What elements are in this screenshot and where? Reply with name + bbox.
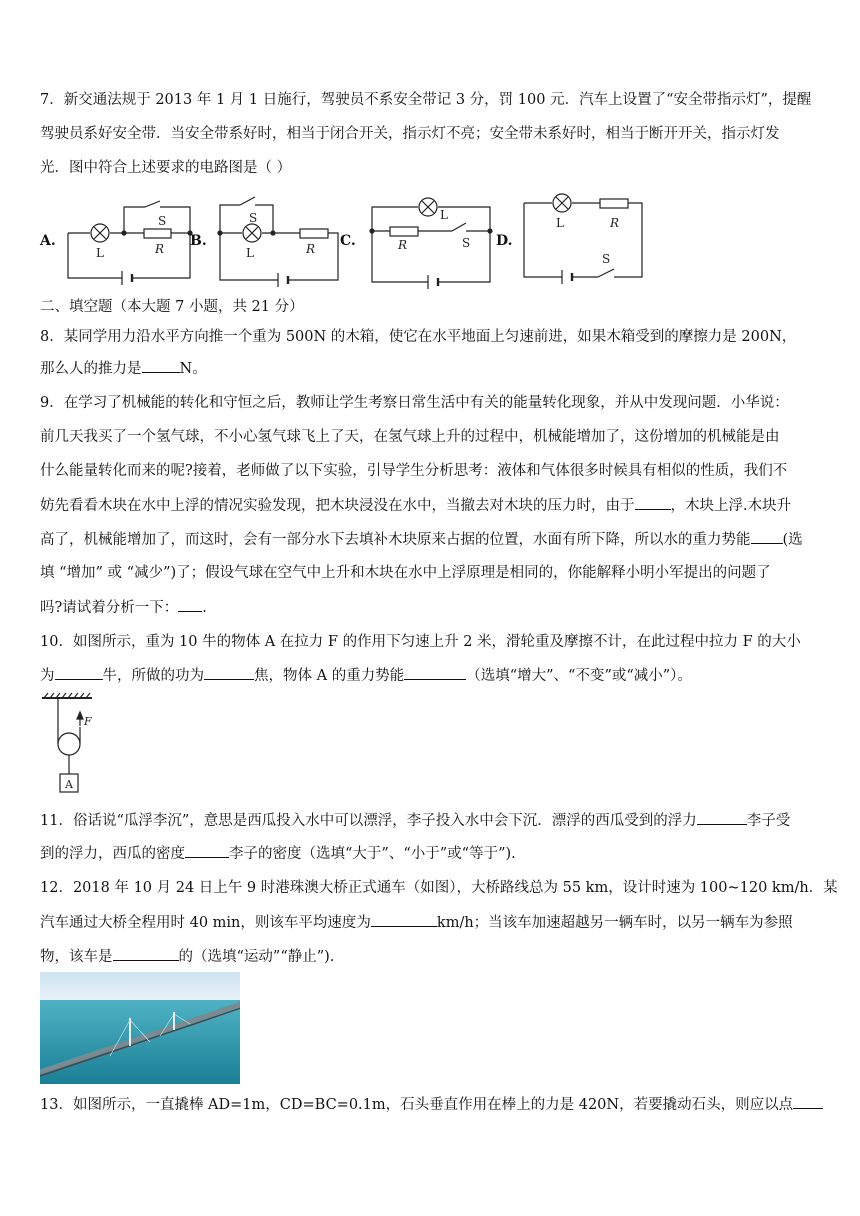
q11-line-1 bbox=[40, 810, 790, 831]
q13-text-1a: 13．如图所示，一直撬棒 AD=1m，CD=BC=0.1m，石头垂直作用在棒上的力是 420N，若要撬动石头，则应以点 bbox=[40, 1097, 794, 1113]
svg-text:F: F bbox=[84, 715, 92, 728]
q12-blank-2[interactable] bbox=[113, 946, 179, 961]
svg-text:A: A bbox=[65, 778, 73, 791]
svg-text:R: R bbox=[306, 242, 316, 256]
circuit-a bbox=[39, 201, 192, 285]
svg-text:S: S bbox=[462, 236, 471, 250]
q9-line-6: 填 “增加” 或 “减少”)了；假设气球在空气中上升和木块在水中上浮原理是相同的，你能解释小明小军提出的问题了 bbox=[40, 565, 771, 581]
circuit-b bbox=[190, 197, 338, 287]
q10-text-d: （选填“增大”、“不变”或“减小”）。 bbox=[466, 668, 692, 684]
q12-line-1: 12．2018 年 10 月 24 日上午 9 时港珠澳大桥正式通车（如图），大桥路线总为 55 km，设计时速为 100~120 km/h．某 bbox=[40, 880, 838, 896]
resistor-d bbox=[600, 199, 628, 208]
q12-line-2 bbox=[40, 912, 793, 933]
circuit-c-label: C. bbox=[340, 233, 356, 249]
q9-blank-1[interactable] bbox=[635, 495, 671, 510]
q12-text-3a: 物，该车是 bbox=[40, 949, 113, 965]
q9-line-1: 9．在学习了机械能的转化和守恒之后，教师让学生考察日常生活中有关的能量转化现象，并从中发现问题．小华说： bbox=[40, 395, 789, 411]
q11-blank-1[interactable] bbox=[697, 810, 747, 825]
resistor-a bbox=[144, 229, 171, 238]
q9-line-5 bbox=[40, 529, 803, 550]
q7-line-2: 驾驶员系好安全带．当安全带系好时，相当于闭合开关，指示灯不亮；安全带未系好时，相当于断开开关，指示灯发 bbox=[40, 126, 780, 142]
q11-text-2b: 李子的密度（选填“大于”、“小于”或“等于”). bbox=[229, 846, 516, 862]
q12-blank-1[interactable] bbox=[371, 912, 437, 927]
q13-line-1 bbox=[40, 1094, 823, 1115]
q8-line-1: 8．某同学用力沿水平方向推一个重为 500N 的木箱，使它在水平地面上匀速前进，如果木箱受到的摩擦力是 200N， bbox=[40, 329, 797, 345]
q13-blank-1[interactable] bbox=[793, 1094, 823, 1109]
q9-text-7a: 吗?请试着分析一下： bbox=[40, 600, 179, 616]
q11-text-1b: 李子受 bbox=[746, 813, 791, 829]
q9-text-7b: . bbox=[202, 600, 207, 616]
q10-text-a: 为 bbox=[40, 668, 55, 684]
q9-text-4b: ，木块上浮.木块升 bbox=[670, 498, 792, 514]
svg-text:R: R bbox=[398, 238, 408, 252]
circuit-d-label: D. bbox=[496, 233, 513, 249]
q9-text-4a: 妨先看看木块在水中上浮的情况实验发现，把木块浸没在水中，当撤去对木块的压力时，由于 bbox=[40, 498, 635, 514]
q11-text-2a: 到的浮力，西瓜的密度 bbox=[40, 846, 185, 862]
q9-text-5b: (选 bbox=[782, 532, 803, 548]
q12-text-3b: 的（选填“运动”“静止”). bbox=[178, 949, 335, 965]
svg-text:S: S bbox=[249, 211, 258, 225]
resistor-c bbox=[390, 227, 418, 236]
q12-text-2a: 汽车通过大桥全程用时 40 min，则该车平均速度为 bbox=[40, 915, 371, 931]
svg-text:R: R bbox=[155, 242, 165, 256]
q7-line-1: 7．新交通法规于 2013 年 1 月 1 日施行，驾驶员不系安全带记 3 分，罚 100 元．汽车上设置了“安全带指示灯”，提醒 bbox=[40, 92, 812, 108]
svg-text:R: R bbox=[610, 216, 620, 230]
q8-blank[interactable] bbox=[142, 358, 180, 373]
q9-line-4 bbox=[40, 495, 791, 516]
q7-line-3: 光．图中符合上述要求的电路图是（ ） bbox=[40, 160, 292, 176]
circuit-b-label: B. bbox=[190, 233, 207, 249]
svg-text:L: L bbox=[556, 216, 564, 230]
q8-text-a: 那么人的推力是 bbox=[40, 361, 142, 377]
q9-blank-2[interactable] bbox=[751, 529, 783, 544]
q10-blank-2[interactable] bbox=[204, 665, 254, 680]
q11-text-1a: 11．俗话说“瓜浮李沉”，意思是西瓜投入水中可以漂浮，李子投入水中会下沉．漂浮的西瓜受到的浮力 bbox=[40, 813, 697, 829]
q12-text-2b: km/h；当该车加速超越另一辆车时，以另一辆车为参照 bbox=[436, 915, 793, 931]
q10-text-c: 焦，物体 A 的重力势能 bbox=[254, 668, 405, 684]
q9-text-5a: 高了，机械能增加了，而这时，会有一部分水下去填补木块原来占据的位置，水面有所下降，所以水的重力势能 bbox=[40, 532, 751, 548]
svg-text:S: S bbox=[158, 214, 167, 228]
q12-line-3 bbox=[40, 946, 334, 967]
q10-blank-3[interactable] bbox=[404, 665, 466, 680]
circuit-c bbox=[340, 198, 492, 289]
q9-line-7 bbox=[40, 597, 207, 618]
svg-text:L: L bbox=[440, 208, 448, 222]
circuit-d bbox=[496, 194, 642, 284]
q11-blank-2[interactable] bbox=[185, 843, 229, 858]
q9-line-3: 什么能量转化而来的呢?接着，老师做了以下实验，引导学生分析思考：液体和气体很多时候具有相似的性质，我们不 bbox=[40, 463, 788, 479]
section-heading: 二、填空题（本大题 7 小题，共 21 分） bbox=[40, 299, 304, 315]
q10-line-1: 10．如图所示，重为 10 牛的物体 A 在拉力 F 的作用下匀速上升 2 米，滑轮重及摩擦不计，在此过程中拉力 F 的大小 bbox=[40, 634, 801, 650]
q11-line-2 bbox=[40, 843, 516, 864]
q10-text-b: 牛，所做的功为 bbox=[102, 668, 204, 684]
q10-line-2 bbox=[40, 665, 692, 686]
pulley-wheel bbox=[58, 733, 80, 755]
svg-text:L: L bbox=[246, 246, 254, 260]
q8-text-b: N。 bbox=[179, 361, 207, 377]
bridge-photo bbox=[40, 972, 240, 1084]
q7-circuit-diagrams bbox=[0, 185, 860, 295]
q9-blank-3[interactable] bbox=[178, 597, 202, 612]
q8-line-2 bbox=[40, 358, 207, 379]
svg-text:S: S bbox=[602, 252, 611, 266]
q10-blank-1[interactable] bbox=[55, 665, 103, 680]
svg-text:L: L bbox=[96, 246, 104, 260]
q9-line-2: 前几天我买了一个氢气球，不小心氢气球飞上了天，在氢气球上升的过程中，机械能增加了，这份增加的机械能是由 bbox=[40, 429, 780, 445]
resistor-b bbox=[300, 229, 328, 238]
circuit-a-label: A. bbox=[40, 233, 56, 249]
pulley-figure bbox=[40, 692, 120, 802]
